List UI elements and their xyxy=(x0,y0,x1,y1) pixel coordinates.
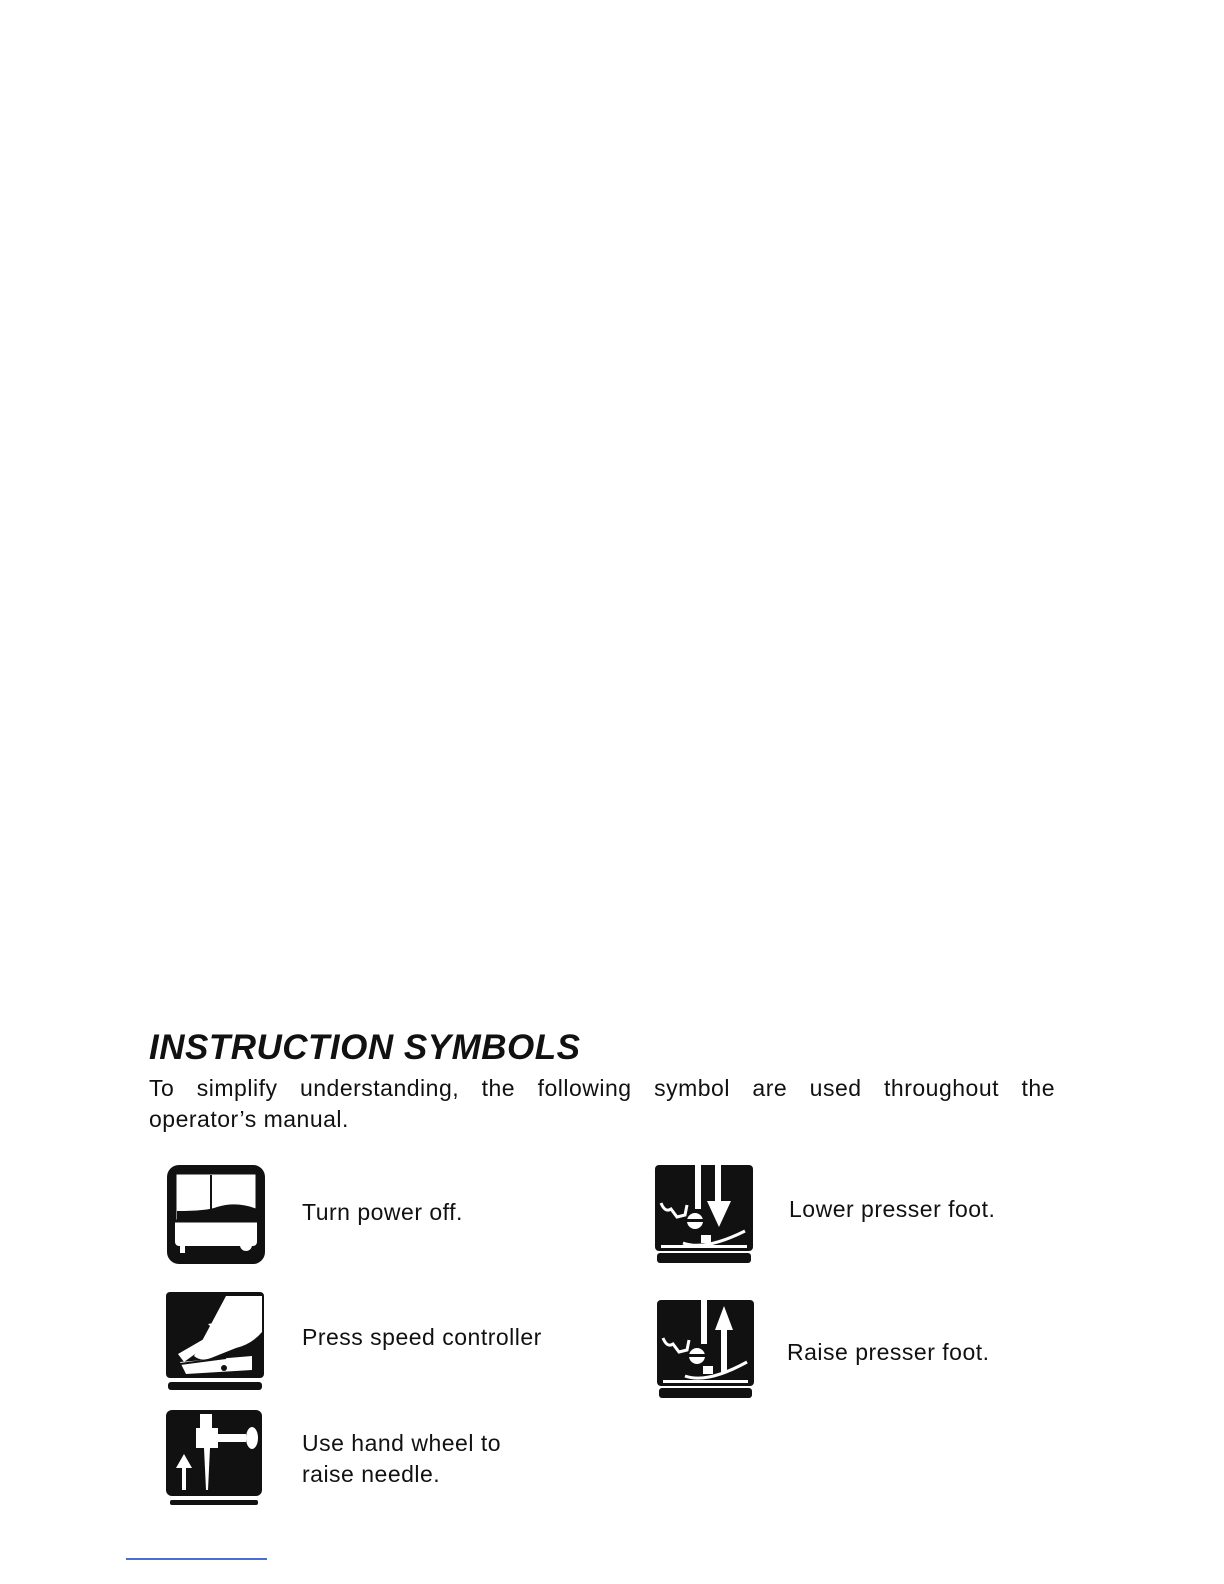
presser-foot-up-icon xyxy=(657,1300,754,1399)
footer-rule xyxy=(126,1558,267,1560)
hand-wheel-label-line-1: Use hand wheel to xyxy=(302,1430,502,1456)
turn-power-off-label: Turn power off. xyxy=(302,1199,463,1225)
section-title: INSTRUCTION SYMBOLS xyxy=(149,1028,581,1067)
foot-pedal-icon xyxy=(166,1292,264,1391)
hand-wheel-needle-icon xyxy=(166,1410,262,1505)
lower-presser-foot-label: Lower presser foot. xyxy=(789,1196,996,1222)
power-switch-icon xyxy=(167,1165,265,1264)
hand-wheel-label-line-2: raise needle. xyxy=(302,1461,441,1487)
intro-line-2: operator’s manual. xyxy=(149,1106,349,1132)
hand-wheel-label xyxy=(302,1428,501,1490)
press-speed-controller-label: Press speed controller xyxy=(302,1324,542,1350)
raise-presser-foot-label: Raise presser foot. xyxy=(787,1339,990,1365)
intro-paragraph xyxy=(149,1073,1055,1135)
presser-foot-down-icon xyxy=(655,1165,753,1265)
intro-line-1: To simplify understanding, the following symbol are used throughout the xyxy=(149,1075,1055,1101)
